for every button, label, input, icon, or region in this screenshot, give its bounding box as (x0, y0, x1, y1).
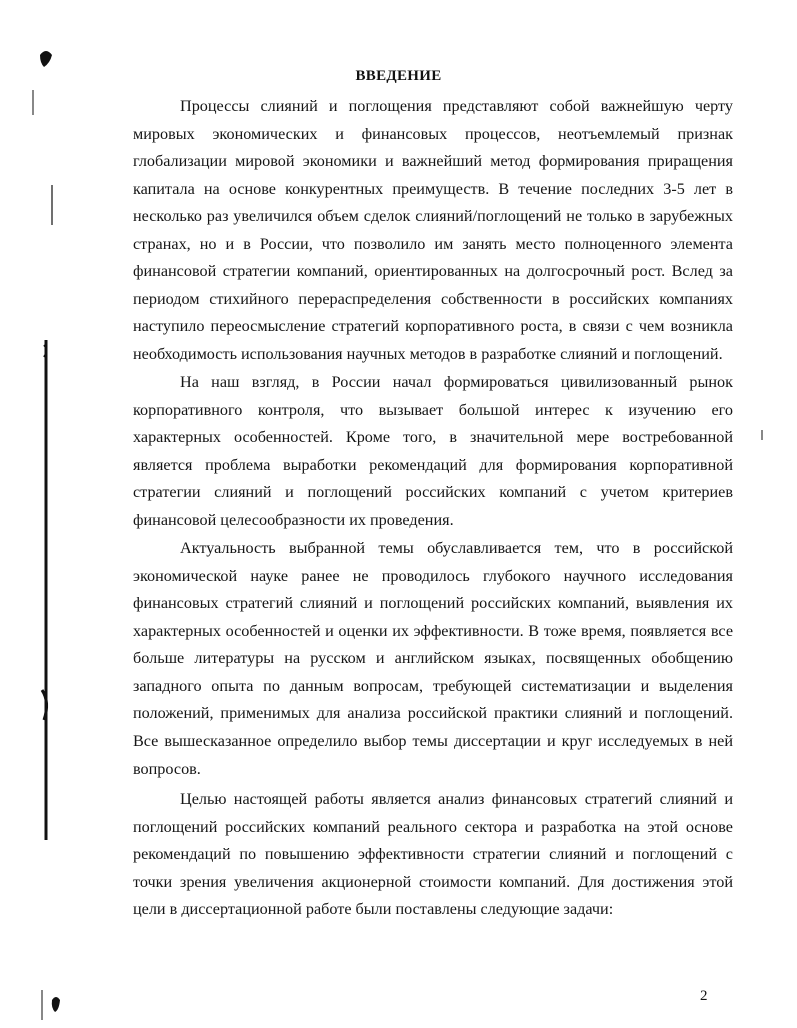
binding-edge-curl (42, 690, 47, 720)
text-line: больше литературы на русском и английском языках, посвященных обобщению (133, 649, 733, 667)
ink-blot-top (40, 51, 52, 67)
text-line: Актуальность выбранной темы обуславливается тем, что в российской (180, 539, 733, 557)
text-line: поглощений российских компаний реального сектора и разработка на этой основе (133, 818, 733, 836)
text-line: рекомендаций по повышению эффективности стратегии слияний и поглощений с (133, 845, 733, 863)
page-number: 2 (700, 988, 708, 1004)
text-line: финансовой стратегии компаний, ориентированных на долгосрочный рост. Вслед за (133, 262, 733, 280)
text-line: финансовой целесообразности их проведения. (133, 511, 454, 529)
text-line: цели в диссертационной работе были поставлены следующие задачи: (133, 900, 614, 918)
text-line: На наш взгляд, в России начал формироваться цивилизованный рынок (180, 373, 733, 391)
text-line: корпоративного контроля, что вызывает большой интерес к изучению его (133, 401, 733, 419)
ink-blot-bottom (52, 997, 60, 1012)
text-line: периодом стихийного перераспределения собственности в российских компаниях (133, 290, 733, 308)
text-line: мировых экономических и финансовых процессов, неотъемлемый признак (133, 125, 733, 143)
text-line: несколько раз увеличился объем сделок слияний/поглощений не только в зарубежных (133, 207, 733, 225)
text-line: Целью настоящей работы является анализ финансовых стратегий слияний и (180, 790, 733, 808)
page-heading: ВВЕДЕНИЕ (355, 68, 442, 84)
text-line: глобализации мировой экономики и важнейший метод формирования приращения (133, 152, 733, 170)
text-line: вопросов. (133, 760, 201, 778)
text-line: характерных особенностей и оценки их эффективности. В тоже время, появляется все (133, 622, 733, 640)
text-line: является проблема выработки рекомендаций для формирования корпоративной (133, 456, 733, 474)
text-line: положений, применимых для анализа российской практики слияний и поглощений. (133, 704, 733, 722)
text-line: экономической науке ранее не проводилось глубокого научного исследования (133, 567, 733, 585)
text-line: западного опыта по данным вопросам, требующей систематизации и выделения (133, 677, 733, 695)
text-line: странах, но и в России, что позволило им занять место полноценного элемента (133, 235, 733, 253)
text-line: Процессы слияний и поглощения представляют собой важнейшую черту (180, 97, 733, 115)
text-line: капитала на основе конкурентных преимуществ. В течение последних 3-5 лет в (133, 180, 733, 198)
text-line: необходимость использования научных методов в разработке слияний и поглощений. (133, 345, 723, 363)
text-line: стратегии слияний и поглощений российских компаний с учетом критериев (133, 483, 733, 501)
text-line: Все вышесказанное определило выбор темы диссертации и круг исследуемых в ней (133, 732, 733, 750)
text-line: точки зрения увеличения акционерной стоимости компаний. Для достижения этой (133, 873, 733, 891)
text-line: финансовых стратегий слияний и поглощений российских компаний, выявления их (133, 594, 733, 612)
text-line: наступило переосмысление стратегий корпоративного роста, в связи с чем возникла (133, 317, 733, 335)
text-line: характерных особенностей. Кроме того, в значительной мере востребованной (133, 428, 733, 446)
